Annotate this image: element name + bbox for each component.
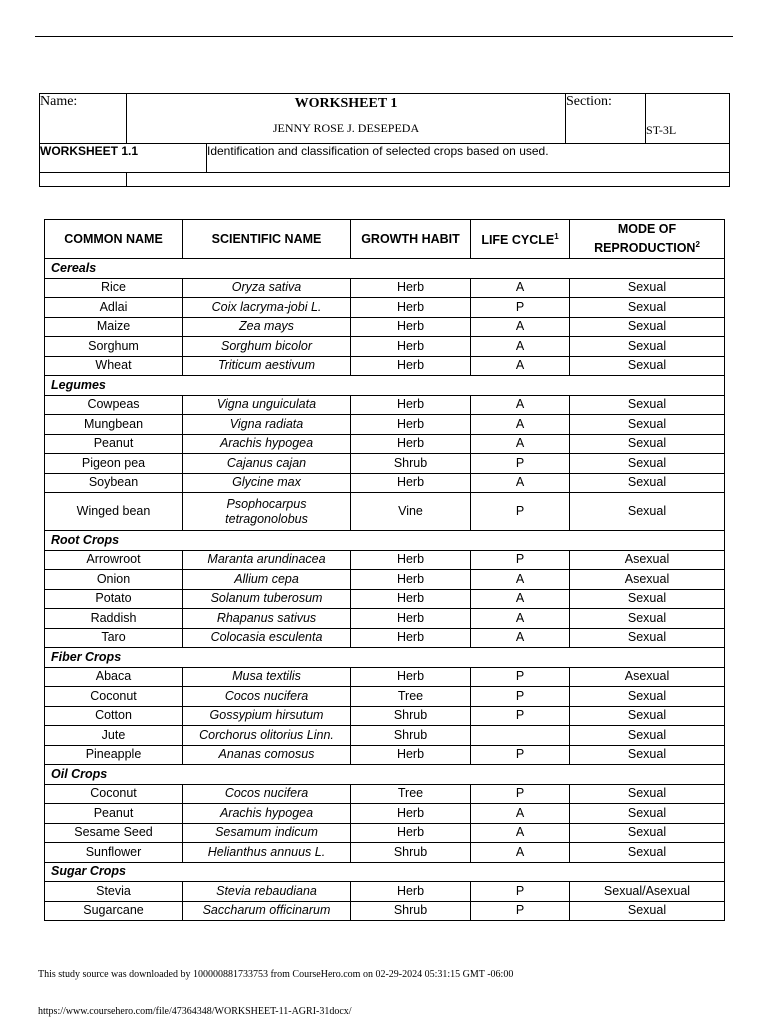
footnote-marker: 2: [695, 239, 700, 249]
table-row: [45, 667, 725, 687]
life-cycle-cell: A: [471, 570, 570, 590]
title-cell: [127, 94, 566, 144]
life-cycle-cell: P: [471, 493, 570, 531]
scientific-name-cell: Solanum tuberosum: [183, 589, 351, 609]
life-cycle-cell: A: [471, 804, 570, 824]
scientific-name-cell: Rhapanus sativus: [183, 609, 351, 629]
reproduction-cell: Sexual: [570, 706, 725, 726]
life-cycle-cell: A: [471, 434, 570, 454]
common-name-cell: Stevia: [45, 882, 183, 902]
reproduction-cell: Sexual: [570, 337, 725, 357]
common-name-cell: Peanut: [45, 434, 183, 454]
life-cycle-cell: A: [471, 337, 570, 357]
reproduction-cell: Sexual: [570, 609, 725, 629]
common-name-cell: Maize: [45, 317, 183, 337]
growth-habit-cell: Vine: [351, 493, 471, 531]
reproduction-cell: Sexual: [570, 278, 725, 298]
life-cycle-cell: A: [471, 317, 570, 337]
reproduction-cell: Sexual: [570, 317, 725, 337]
common-name-cell: Arrowroot: [45, 550, 183, 570]
table-row: [45, 823, 725, 843]
scientific-name-cell: Cocos nucifera: [183, 784, 351, 804]
common-name-cell: Mungbean: [45, 415, 183, 435]
reproduction-cell: Sexual: [570, 589, 725, 609]
common-name-cell: Onion: [45, 570, 183, 590]
growth-habit-cell: Herb: [351, 395, 471, 415]
scientific-name-cell: Corchorus olitorius Linn.: [183, 726, 351, 746]
header-common-name: COMMON NAME: [45, 220, 183, 259]
table-row: [45, 493, 725, 531]
common-name-cell: Pigeon pea: [45, 454, 183, 474]
reproduction-cell: Sexual: [570, 395, 725, 415]
section-value: ST-3L: [646, 94, 730, 144]
table-row: [45, 278, 725, 298]
category-label: Sugar Crops: [45, 862, 725, 882]
category-label: Fiber Crops: [45, 648, 725, 668]
common-name-cell: Jute: [45, 726, 183, 746]
growth-habit-cell: Herb: [351, 745, 471, 765]
reproduction-cell: Asexual: [570, 570, 725, 590]
scientific-name-cell: Gossypium hirsutum: [183, 706, 351, 726]
common-name-cell: Abaca: [45, 667, 183, 687]
growth-habit-cell: Shrub: [351, 843, 471, 863]
reproduction-cell: Sexual: [570, 901, 725, 921]
life-cycle-cell: P: [471, 298, 570, 318]
scientific-name-cell: Vigna unguiculata: [183, 395, 351, 415]
life-cycle-cell: A: [471, 589, 570, 609]
table-row: [45, 901, 725, 921]
category-row: [45, 765, 725, 785]
life-cycle-cell: P: [471, 687, 570, 707]
table-row: [45, 454, 725, 474]
growth-habit-cell: Shrub: [351, 901, 471, 921]
reproduction-cell: Sexual: [570, 473, 725, 493]
scientific-name-cell: Arachis hypogea: [183, 434, 351, 454]
table-row: [45, 804, 725, 824]
student-name: JENNY ROSE J. DESEPEDA: [272, 121, 420, 135]
life-cycle-cell: A: [471, 278, 570, 298]
reproduction-cell: Sexual: [570, 298, 725, 318]
growth-habit-cell: Herb: [351, 882, 471, 902]
common-name-cell: Potato: [45, 589, 183, 609]
life-cycle-cell: P: [471, 882, 570, 902]
life-cycle-cell: A: [471, 628, 570, 648]
category-label: Legumes: [45, 376, 725, 396]
life-cycle-cell: A: [471, 609, 570, 629]
header-mode-line2: REPRODUCTION: [594, 241, 696, 256]
scientific-name-cell: Colocasia esculenta: [183, 628, 351, 648]
footnote-marker: 1: [554, 232, 559, 242]
common-name-cell: Winged bean: [45, 493, 183, 531]
scientific-name-cell: Cocos nucifera: [183, 687, 351, 707]
table-row: [45, 726, 725, 746]
reproduction-cell: Asexual: [570, 550, 725, 570]
scientific-name-cell: Stevia rebaudiana: [183, 882, 351, 902]
table-row: [45, 298, 725, 318]
growth-habit-cell: Herb: [351, 823, 471, 843]
table-row: [45, 784, 725, 804]
reproduction-cell: Sexual: [570, 804, 725, 824]
common-name-cell: Pineapple: [45, 745, 183, 765]
reproduction-cell: Sexual: [570, 843, 725, 863]
table-row: [45, 843, 725, 863]
category-label: Cereals: [45, 259, 725, 279]
scientific-name-cell: Helianthus annuus L.: [183, 843, 351, 863]
scientific-name-cell: Arachis hypogea: [183, 804, 351, 824]
common-name-cell: Taro: [45, 628, 183, 648]
worksheet-number: WORKSHEET 1.1: [40, 144, 207, 173]
reproduction-cell: Sexual: [570, 687, 725, 707]
scientific-name-cell: Zea mays: [183, 317, 351, 337]
growth-habit-cell: Herb: [351, 415, 471, 435]
table-row: [45, 609, 725, 629]
life-cycle-cell: A: [471, 843, 570, 863]
table-row: [45, 550, 725, 570]
common-name-cell: Cowpeas: [45, 395, 183, 415]
growth-habit-cell: Shrub: [351, 454, 471, 474]
scientific-name-cell: Maranta arundinacea: [183, 550, 351, 570]
table-row: [45, 415, 725, 435]
blank-cell: [40, 173, 127, 187]
reproduction-cell: Sexual: [570, 356, 725, 376]
top-rule: [35, 36, 733, 37]
growth-habit-cell: Herb: [351, 434, 471, 454]
growth-habit-cell: Shrub: [351, 706, 471, 726]
reproduction-cell: Sexual: [570, 493, 725, 531]
table-row: [45, 434, 725, 454]
growth-habit-cell: Tree: [351, 784, 471, 804]
category-label: Oil Crops: [45, 765, 725, 785]
common-name-cell: Cotton: [45, 706, 183, 726]
worksheet-description: Identification and classification of selected crops based on used.: [207, 144, 730, 173]
common-name-cell: Sunflower: [45, 843, 183, 863]
common-name-cell: Sesame Seed: [45, 823, 183, 843]
life-cycle-cell: A: [471, 823, 570, 843]
reproduction-cell: Sexual: [570, 628, 725, 648]
common-name-cell: Coconut: [45, 784, 183, 804]
header-life-cycle-label: LIFE CYCLE: [481, 233, 555, 248]
header-mode-of-reproduction: [570, 220, 725, 259]
scientific-name-cell: Allium cepa: [183, 570, 351, 590]
header-scientific-name: SCIENTIFIC NAME: [183, 220, 351, 259]
common-name-cell: Sorghum: [45, 337, 183, 357]
growth-habit-cell: Herb: [351, 628, 471, 648]
growth-habit-cell: Herb: [351, 337, 471, 357]
common-name-cell: Rice: [45, 278, 183, 298]
growth-habit-cell: Herb: [351, 278, 471, 298]
common-name-cell: Soybean: [45, 473, 183, 493]
blank-cell: [127, 173, 730, 187]
category-row: [45, 376, 725, 396]
worksheet-header: [39, 93, 730, 187]
life-cycle-cell: A: [471, 415, 570, 435]
scientific-name-cell: Vigna radiata: [183, 415, 351, 435]
life-cycle-cell: P: [471, 784, 570, 804]
table-row: [45, 337, 725, 357]
crops-table-body: [45, 259, 725, 921]
reproduction-cell: Asexual: [570, 667, 725, 687]
growth-habit-cell: Herb: [351, 298, 471, 318]
table-row: [45, 628, 725, 648]
reproduction-cell: Sexual: [570, 454, 725, 474]
category-row: [45, 259, 725, 279]
table-row: [45, 589, 725, 609]
source-url: https://www.coursehero.com/file/47364348/WORKSHEET-11-AGRI-31docx/: [38, 1006, 352, 1017]
table-row: [45, 356, 725, 376]
table-row: [45, 317, 725, 337]
table-row: [45, 706, 725, 726]
reproduction-cell: Sexual: [570, 745, 725, 765]
table-header-row: [45, 220, 725, 259]
growth-habit-cell: Herb: [351, 317, 471, 337]
source-line: This study source was downloaded by 100000881733753 from CourseHero.com on 02-29-2024 05:31:15 GMT -06:00: [38, 969, 514, 980]
growth-habit-cell: Shrub: [351, 726, 471, 746]
life-cycle-cell: P: [471, 550, 570, 570]
table-row: [45, 745, 725, 765]
scientific-name-cell: Sesamum indicum: [183, 823, 351, 843]
scientific-name-cell: Sorghum bicolor: [183, 337, 351, 357]
table-row: [45, 687, 725, 707]
table-row: [45, 395, 725, 415]
life-cycle-cell: A: [471, 473, 570, 493]
growth-habit-cell: Herb: [351, 356, 471, 376]
life-cycle-cell: P: [471, 901, 570, 921]
scientific-name-cell: Triticum aestivum: [183, 356, 351, 376]
scientific-name-cell: Musa textilis: [183, 667, 351, 687]
category-row: [45, 648, 725, 668]
growth-habit-cell: Herb: [351, 473, 471, 493]
reproduction-cell: Sexual/Asexual: [570, 882, 725, 902]
scientific-name-cell: Glycine max: [183, 473, 351, 493]
common-name-cell: Peanut: [45, 804, 183, 824]
common-name-cell: Raddish: [45, 609, 183, 629]
scientific-name-cell: Coix lacryma-jobi L.: [183, 298, 351, 318]
header-life-cycle: [471, 220, 570, 259]
growth-habit-cell: Herb: [351, 570, 471, 590]
life-cycle-cell: [471, 726, 570, 746]
common-name-cell: Coconut: [45, 687, 183, 707]
growth-habit-cell: Tree: [351, 687, 471, 707]
life-cycle-cell: A: [471, 395, 570, 415]
life-cycle-cell: P: [471, 745, 570, 765]
worksheet-title: WORKSHEET 1: [294, 96, 398, 111]
header-mode-line1: MODE OF: [617, 221, 677, 236]
category-row: [45, 862, 725, 882]
table-row: [45, 473, 725, 493]
scientific-name-cell: Psophocarpus tetragonolobus: [183, 493, 351, 531]
category-row: [45, 531, 725, 551]
reproduction-cell: Sexual: [570, 434, 725, 454]
growth-habit-cell: Herb: [351, 804, 471, 824]
growth-habit-cell: Herb: [351, 609, 471, 629]
category-label: Root Crops: [45, 531, 725, 551]
growth-habit-cell: Herb: [351, 589, 471, 609]
scientific-name-cell: Saccharum officinarum: [183, 901, 351, 921]
common-name-cell: Wheat: [45, 356, 183, 376]
reproduction-cell: Sexual: [570, 415, 725, 435]
common-name-cell: Sugarcane: [45, 901, 183, 921]
header-growth-habit: GROWTH HABIT: [351, 220, 471, 259]
reproduction-cell: Sexual: [570, 726, 725, 746]
life-cycle-cell: A: [471, 356, 570, 376]
life-cycle-cell: P: [471, 706, 570, 726]
growth-habit-cell: Herb: [351, 667, 471, 687]
scientific-name-cell: Oryza sativa: [183, 278, 351, 298]
life-cycle-cell: P: [471, 454, 570, 474]
scientific-name-cell: Cajanus cajan: [183, 454, 351, 474]
reproduction-cell: Sexual: [570, 784, 725, 804]
reproduction-cell: Sexual: [570, 823, 725, 843]
table-row: [45, 570, 725, 590]
growth-habit-cell: Herb: [351, 550, 471, 570]
table-row: [45, 882, 725, 902]
crops-table: [44, 219, 725, 921]
section-label: Section:: [566, 94, 646, 144]
scientific-name-cell: Ananas comosus: [183, 745, 351, 765]
common-name-cell: Adlai: [45, 298, 183, 318]
name-label: Name:: [40, 94, 127, 144]
life-cycle-cell: P: [471, 667, 570, 687]
